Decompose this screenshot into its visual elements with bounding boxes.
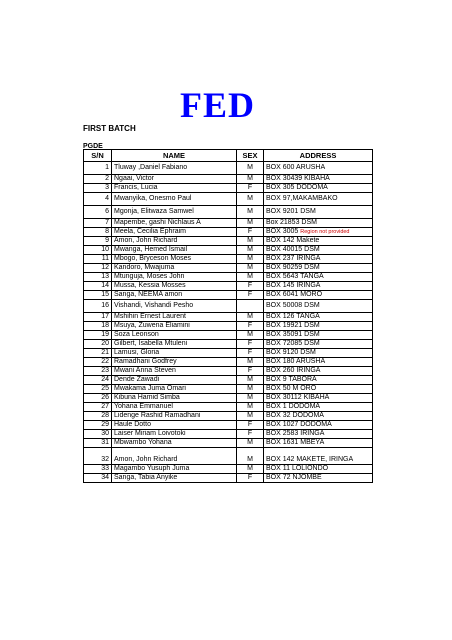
student-table [83, 149, 373, 483]
cell-name: Laiser Miriam Loivotoki [112, 430, 237, 439]
cell-sn: 26 [84, 394, 112, 403]
table-row [84, 367, 373, 376]
cell-sex: F [237, 184, 264, 193]
cell-sex: F [237, 291, 264, 300]
cell-sex: M [237, 273, 264, 282]
cell-name: Francis, Lucia [112, 184, 237, 193]
cell-address: BOX 30439 KIBAHA [264, 175, 373, 184]
cell-name: Mapembe, gashi Nichlaus A [112, 219, 237, 228]
cell-name: Mwanga, Hemed Ismail [112, 246, 237, 255]
cell-name: Sanga, Tabia Anyike [112, 474, 237, 483]
cell-sex: M [237, 465, 264, 474]
cell-name: Kibuna Hamid Simba [112, 394, 237, 403]
cell-name: Lamusi, Gloria [112, 349, 237, 358]
cell-address: BOX 600 ARUSHA [264, 162, 373, 175]
cell-sn: 23 [84, 367, 112, 376]
cell-address: BOX 72085 DSM [264, 340, 373, 349]
cell-name: Mtunguja, Moses John [112, 273, 237, 282]
cell-sex: M [237, 412, 264, 421]
table-row [84, 300, 373, 313]
cell-sn: 25 [84, 385, 112, 394]
table-row [84, 175, 373, 184]
cell-sn: 12 [84, 264, 112, 273]
table-row [84, 313, 373, 322]
cell-sex: F [237, 340, 264, 349]
cell-address: BOX 32 DODOMA [264, 412, 373, 421]
table-row [84, 246, 373, 255]
table-row [84, 340, 373, 349]
cell-address: BOX 142 Makete [264, 237, 373, 246]
table-row [84, 331, 373, 340]
cell-sn: 18 [84, 322, 112, 331]
cell-sn: 29 [84, 421, 112, 430]
cell-sn: 27 [84, 403, 112, 412]
table-row [84, 206, 373, 219]
cell-sn: 13 [84, 273, 112, 282]
table-row [84, 358, 373, 367]
table-row [84, 282, 373, 291]
cell-name: Vishandi, Vishandi Pesho [112, 300, 237, 313]
cell-name: Magambo Yusuph Juma [112, 465, 237, 474]
cell-address: BOX 260 IRINGA [264, 367, 373, 376]
cell-address: BOX 6041 MORO [264, 291, 373, 300]
cell-address: BOX 9 TABORA [264, 376, 373, 385]
table-row [84, 448, 373, 465]
cell-sn: 3 [84, 184, 112, 193]
table-row [84, 228, 373, 237]
cell-address: BOX 142 MAKETE, IRINGA [264, 448, 373, 465]
cell-address: BOX 9201 DSM [264, 206, 373, 219]
table-row [84, 474, 373, 483]
cell-address: BOX 1631 MBEYA [264, 439, 373, 448]
cell-address: BOX 2583 IRINGA [264, 430, 373, 439]
cell-address: BOX 5643 TANGA [264, 273, 373, 282]
table-row [84, 376, 373, 385]
cell-sex: M [237, 448, 264, 465]
cell-name: Tluway ,Daniel Fabiano [112, 162, 237, 175]
cell-sex: M [237, 376, 264, 385]
table-row [84, 385, 373, 394]
cell-name: Mgonja, Elitwaza Samwel [112, 206, 237, 219]
cell-name: Sanga, NEEMA amon [112, 291, 237, 300]
cell-name: Msuya, Zuwena Eliamini [112, 322, 237, 331]
cell-name: Amon, John Richard [112, 237, 237, 246]
cell-sex: M [237, 255, 264, 264]
header-sex: SEX [237, 150, 264, 162]
table-row [84, 421, 373, 430]
cell-name: Yohana Emmanuel [112, 403, 237, 412]
cell-name: Mshihin Ernest Laurent [112, 313, 237, 322]
batch-label: FIRST BATCH [83, 124, 136, 133]
cell-name: Mwanyika, Onesmo Paul [112, 193, 237, 206]
cell-name: Soza Leonson [112, 331, 237, 340]
cell-sn: 30 [84, 430, 112, 439]
cell-sex: M [237, 206, 264, 219]
cell-sn: 1 [84, 162, 112, 175]
cell-sex: F [237, 322, 264, 331]
cell-name: Mwani Anna Steven [112, 367, 237, 376]
table-row [84, 465, 373, 474]
cell-sex: M [237, 175, 264, 184]
region-note: Region not provided [300, 229, 350, 235]
table-row [84, 412, 373, 421]
cell-address: BOX 237 IRINGA [264, 255, 373, 264]
cell-address: BOX 97,MAKAMBAKO [264, 193, 373, 206]
header-address: ADDRESS [264, 150, 373, 162]
table-row [84, 264, 373, 273]
cell-name: Mussa, Kessia Mosses [112, 282, 237, 291]
cell-sn: 31 [84, 439, 112, 448]
cell-sn: 10 [84, 246, 112, 255]
cell-sex: M [237, 439, 264, 448]
cell-sn: 7 [84, 219, 112, 228]
cell-sn: 24 [84, 376, 112, 385]
cell-name: Mbogo, Bryceson Moses [112, 255, 237, 264]
table-row [84, 430, 373, 439]
cell-sn: 34 [84, 474, 112, 483]
cell-address: BOX 305 DODOMA [264, 184, 373, 193]
cell-name: Gilbert, Isabella Mtuleni [112, 340, 237, 349]
cell-sex: M [237, 162, 264, 175]
table-row [84, 193, 373, 206]
cell-address: BOX 19921 DSM [264, 322, 373, 331]
cell-sex: F [237, 421, 264, 430]
cell-sex: M [237, 313, 264, 322]
cell-sex: F [237, 349, 264, 358]
cell-name: Dende Zawadi [112, 376, 237, 385]
cell-address: BOX 180 ARUSHA [264, 358, 373, 367]
cell-address: Box 21853 DSM [264, 219, 373, 228]
table-header-row [84, 150, 373, 162]
cell-sn: 22 [84, 358, 112, 367]
cell-sn: 32 [84, 448, 112, 465]
cell-address: BOX 50008 DSM [264, 300, 373, 313]
cell-sn: 15 [84, 291, 112, 300]
cell-sex: M [237, 264, 264, 273]
cell-sex: M [237, 403, 264, 412]
table-row [84, 162, 373, 175]
cell-address: BOX 30112 KIBAHA [264, 394, 373, 403]
cell-sn: 28 [84, 412, 112, 421]
header-name: NAME [112, 150, 237, 162]
cell-sex: M [237, 219, 264, 228]
cell-sn: 19 [84, 331, 112, 340]
cell-name: Ngaai, Victor [112, 175, 237, 184]
table-row [84, 439, 373, 448]
table-row [84, 322, 373, 331]
cell-name: Amon, John Richard [112, 448, 237, 465]
cell-sex: F [237, 367, 264, 376]
cell-sex: F [237, 474, 264, 483]
cell-sex: M [237, 246, 264, 255]
document-title: FED [180, 85, 255, 125]
cell-address: BOX 40015 DSM [264, 246, 373, 255]
table-row [84, 219, 373, 228]
cell-address: BOX 9120 DSM [264, 349, 373, 358]
cell-sn: 4 [84, 193, 112, 206]
table-row [84, 255, 373, 264]
cell-sex: M [237, 237, 264, 246]
cell-address: BOX 126 TANGA [264, 313, 373, 322]
cell-name: Ramadhani Godfrey [112, 358, 237, 367]
cell-address: BOX 35091 DSM [264, 331, 373, 340]
cell-address: BOX 3005 Region not provided [264, 228, 373, 237]
table-row [84, 184, 373, 193]
cell-address: BOX 1027 DODOMA [264, 421, 373, 430]
cell-name: Mwakama Juma Omari [112, 385, 237, 394]
cell-sn: 11 [84, 255, 112, 264]
cell-sex: F [237, 228, 264, 237]
cell-sex [237, 300, 264, 313]
cell-address: BOX 145 IRINGA [264, 282, 373, 291]
cell-sn: 14 [84, 282, 112, 291]
cell-sn: 17 [84, 313, 112, 322]
table-row [84, 403, 373, 412]
cell-sn: 8 [84, 228, 112, 237]
table-row [84, 394, 373, 403]
cell-sex: F [237, 282, 264, 291]
cell-sn: 20 [84, 340, 112, 349]
cell-name: Haule Dotto [112, 421, 237, 430]
cell-name: Kandoro, Mwajuma [112, 264, 237, 273]
table-row [84, 349, 373, 358]
cell-name: Mbwambo Yohana [112, 439, 237, 448]
cell-sex: M [237, 385, 264, 394]
cell-address: BOX 1 DODOMA [264, 403, 373, 412]
cell-sn: 9 [84, 237, 112, 246]
cell-name: Meela, Cecilia Ephraim [112, 228, 237, 237]
cell-sn: 6 [84, 206, 112, 219]
cell-address: BOX 50 M ORO [264, 385, 373, 394]
cell-sn: 16 [84, 300, 112, 313]
table-row [84, 273, 373, 282]
table-row [84, 237, 373, 246]
program-label: PGDE [83, 143, 103, 150]
cell-sex: M [237, 193, 264, 206]
cell-sn: 33 [84, 465, 112, 474]
cell-sex: M [237, 358, 264, 367]
cell-name: Lidenge Rashid Ramadhani [112, 412, 237, 421]
cell-sn: 21 [84, 349, 112, 358]
cell-sex: M [237, 331, 264, 340]
cell-sn: 2 [84, 175, 112, 184]
cell-address: BOX 72 NJOMBE [264, 474, 373, 483]
table-row [84, 291, 373, 300]
cell-address: BOX 90259 DSM [264, 264, 373, 273]
header-sn: S/N [84, 150, 112, 162]
cell-sex: M [237, 394, 264, 403]
cell-address: BOX 11 LOLIONDO [264, 465, 373, 474]
cell-sex: F [237, 430, 264, 439]
